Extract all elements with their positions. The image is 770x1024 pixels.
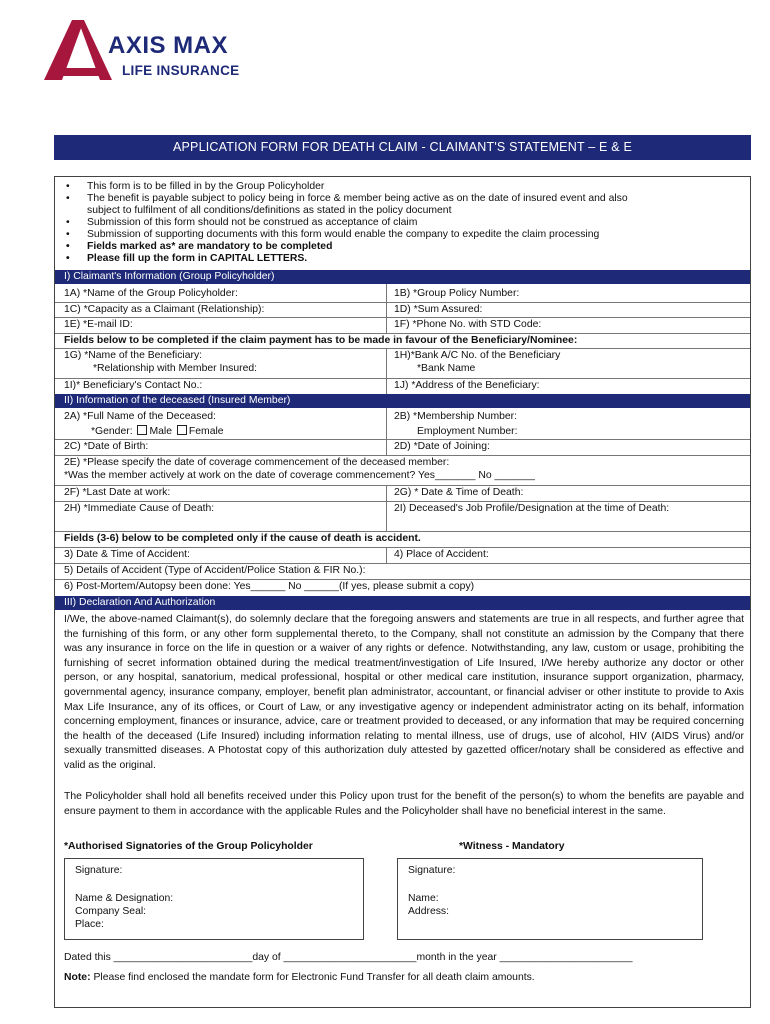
field-sum-assured[interactable]: 1D) *Sum Assured:: [394, 304, 483, 315]
divider: [55, 317, 750, 318]
field-accident-place[interactable]: 4) Place of Accident:: [394, 549, 489, 560]
section-header-claimant: I) Claimant's Information (Group Policyholder): [55, 270, 750, 284]
female-checkbox[interactable]: [177, 425, 187, 435]
witness-signature-box[interactable]: [397, 858, 703, 940]
male-label: Male: [149, 426, 173, 437]
field-beneficiary-contact[interactable]: 1I)* Beneficiary's Contact No.:: [64, 380, 203, 391]
field-email[interactable]: 1E) *E-mail ID:: [64, 319, 133, 330]
female-label: Female: [188, 426, 224, 437]
divider: [55, 501, 750, 502]
column-divider: [386, 485, 387, 531]
field-policyholder-name[interactable]: 1A) *Name of the Group Policyholder:: [64, 288, 238, 299]
male-checkbox[interactable]: [137, 425, 147, 435]
instruction-item: • Submission of supporting documents with this form would enable the company to expedite the claim processing: [64, 229, 744, 241]
field-bank-name[interactable]: *Bank Name: [417, 363, 476, 374]
field-beneficiary-address[interactable]: 1J) *Address of the Beneficiary:: [394, 380, 540, 391]
divider: [55, 563, 750, 564]
divider: [55, 348, 750, 349]
witness-signature-label: Signature:: [408, 865, 456, 876]
divider: [55, 485, 750, 486]
beneficiary-note: Fields below to be completed if the claim payment has to be made in favour of the Beneficiary/Nominee:: [64, 335, 578, 346]
name-designation-label: Name & Designation:: [75, 893, 174, 904]
field-job-profile[interactable]: 2I) Deceased's Job Profile/Designation at the time of Death:: [394, 503, 670, 514]
field-coverage-commencement[interactable]: 2E) *Please specify the date of coverage commencement of the deceased member:: [64, 457, 450, 468]
accident-note: Fields (3-6) below to be completed only if the cause of death is accident.: [64, 533, 421, 544]
field-claimant-capacity[interactable]: 1C) *Capacity as a Claimant (Relationship):: [64, 304, 265, 315]
divider: [55, 547, 750, 548]
form-title: APPLICATION FORM FOR DEATH CLAIM - CLAIMANT'S STATEMENT – E & E: [54, 135, 751, 160]
section-header-declaration: III) Declaration And Authorization: [55, 596, 750, 610]
field-post-mortem[interactable]: 6) Post-Mortem/Autopsy been done: Yes______ No ______(If yes, please submit a copy): [64, 581, 475, 592]
instruction-item: • Fields marked as* are mandatory to be completed: [64, 241, 744, 253]
field-beneficiary-relationship[interactable]: *Relationship with Member Insured:: [93, 363, 258, 374]
dated-line[interactable]: Dated this ________________________day of _______________________month in the year _______________________: [64, 952, 633, 963]
section-header-deceased: II) Information of the deceased (Insured Member): [55, 394, 750, 408]
witness-name-label: Name:: [408, 893, 439, 904]
field-deceased-name[interactable]: 2A) *Full Name of the Deceased:: [64, 411, 216, 422]
logo-text: AXIS MAX: [108, 32, 229, 59]
column-divider: [386, 284, 387, 333]
field-group-policy-number[interactable]: 1B) *Group Policy Number:: [394, 288, 520, 299]
authorised-signature-box[interactable]: [64, 858, 364, 940]
column-divider: [386, 439, 387, 455]
divider: [55, 378, 750, 379]
divider: [55, 579, 750, 580]
witness-address-label: Address:: [408, 906, 450, 917]
logo-subtext: LIFE INSURANCE: [122, 63, 240, 78]
field-membership-number[interactable]: 2B) *Membership Number:: [394, 411, 517, 422]
field-date-of-birth[interactable]: 2C) *Date of Birth:: [64, 441, 149, 452]
field-phone[interactable]: 1F) *Phone No. with STD Code:: [394, 319, 542, 330]
declaration-paragraph: I/We, the above-named Claimant(s), do solemnly declare that the foregoing answers and statements are true in all respects, and further agree that the furnishing of this form, or any other form supplemental thereto, to the Company, shall not constitute an admission by the Company that there was any insurance in force on the life in question or a waiver of any rights or defence. Notwithstanding, any law, custom or usage, prohibiting the furnishing of secret information obtained during the medical treatment/investigation of Life Insured, I/We hereby authorize any doctor or other person, or any hospital, sanatorium, medical professional, hospital or other medical care institution, insurance support organization, pharmacy, governmental agency, insurance company, employer, benefit plan administrator, accountant, or financial adviser or other institute to provide to Axis Max Life Insurance, any of its offices, or Court of Law, or any investigative agency or independent administrator acting on its behalf, information concerning employment, finances or insurance, advice, care or treatment provided to deceased, or any information that may be required concerning the health of the deceased (Life Insured) including information relating to mental illness, use of drugs, use of alcohol, HIV (AIDS Virus) and/or sexually transmitted diseases. A Photostat copy of this authorization duly attested by gazetted officer/notary shall be considered as effective and valid as the original.: [64, 614, 744, 771]
footer-note: Note: Please find enclosed the mandate form for Electronic Fund Transfer for all death claim amounts.: [64, 972, 535, 983]
witness-title: *Witness - Mandatory: [459, 841, 565, 852]
field-date-of-joining[interactable]: 2D) *Date of Joining:: [394, 441, 490, 452]
field-employment-number[interactable]: Employment Number:: [417, 426, 518, 437]
field-beneficiary-name[interactable]: 1G) *Name of the Beneficiary:: [64, 350, 203, 361]
field-cause-of-death[interactable]: 2H) *Immediate Cause of Death:: [64, 503, 215, 514]
place-label: Place:: [75, 919, 104, 930]
divider: [55, 439, 750, 440]
instruction-item: • This form is to be filled in by the Group Policyholder: [64, 181, 744, 193]
gender-row: *Gender: Male Female: [91, 426, 224, 437]
instruction-item: • The benefit is payable subject to policy being in force & member being active as on the date of insured event and also subject to fulfilment of all conditions/definitions as stated in the policy document: [64, 193, 744, 217]
company-logo: [44, 18, 284, 82]
claim-form: [54, 176, 751, 1008]
divider: [55, 455, 750, 456]
column-divider: [386, 348, 387, 394]
authorised-signatories-title: *Authorised Signatories of the Group Policyholder: [64, 841, 313, 852]
logo-mark-icon: [44, 18, 114, 82]
instruction-item: • Please fill up the form in CAPITAL LETTERS.: [64, 253, 744, 265]
signature-label: Signature:: [75, 865, 123, 876]
divider: [55, 333, 750, 334]
trust-paragraph: The Policyholder shall hold all benefits received under this Policy upon trust for the benefit of the person(s) to whom the benefits are payable and ensure payment to them in accordance with the applicable Rules and the Policyholder shall have no beneficial interest in the same.: [64, 791, 744, 817]
field-accident-details[interactable]: 5) Details of Accident (Type of Accident/Police Station & FIR No.):: [64, 565, 366, 576]
column-divider: [386, 547, 387, 563]
field-date-time-of-death[interactable]: 2G) * Date & Time of Death:: [394, 487, 524, 498]
field-last-date-at-work[interactable]: 2F) *Last Date at work:: [64, 487, 171, 498]
instructions-list: [64, 181, 744, 265]
column-divider: [386, 408, 387, 439]
field-accident-date-time[interactable]: 3) Date & Time of Accident:: [64, 549, 190, 560]
field-actively-at-work[interactable]: *Was the member actively at work on the date of coverage commencement? Yes_______ No _______: [64, 470, 535, 481]
divider: [55, 302, 750, 303]
divider: [55, 531, 750, 532]
field-bank-account[interactable]: 1H)*Bank A/C No. of the Beneficiary: [394, 350, 561, 361]
instruction-item: • Submission of this form should not be construed as acceptance of claim: [64, 217, 744, 229]
company-seal-label: Company Seal:: [75, 906, 147, 917]
